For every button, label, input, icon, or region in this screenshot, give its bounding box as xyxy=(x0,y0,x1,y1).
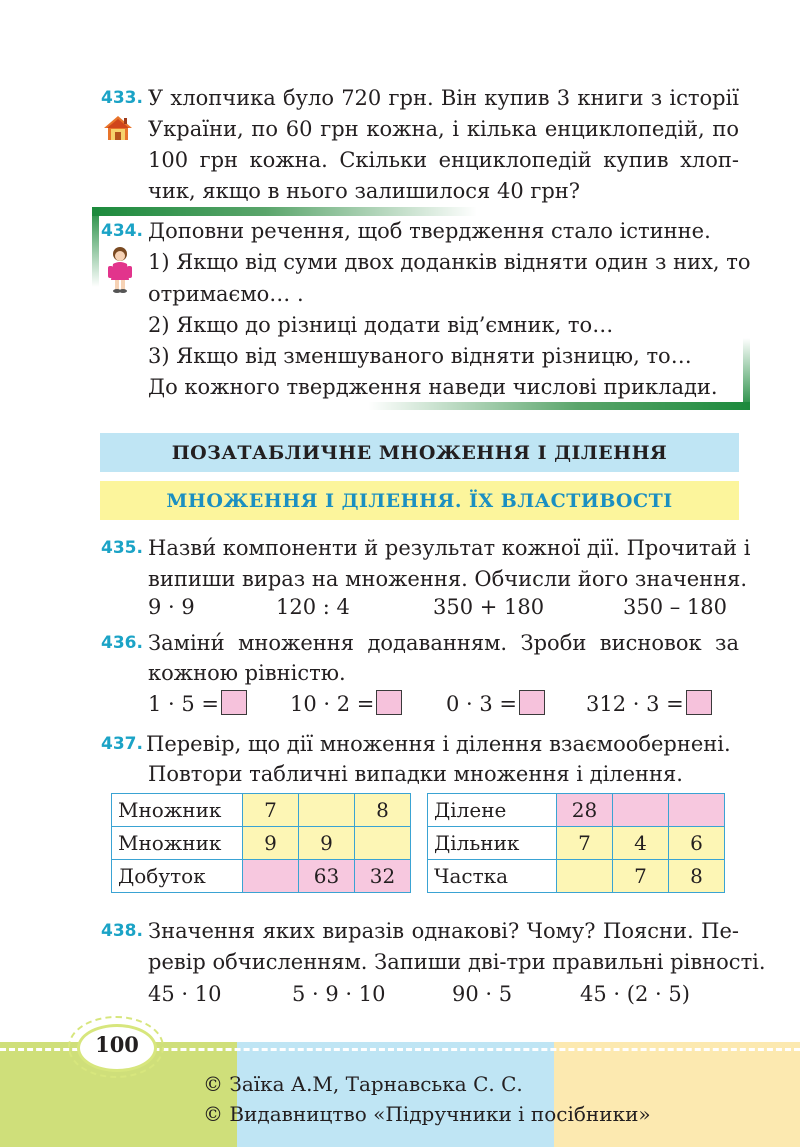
table-cell: 8 xyxy=(669,860,725,893)
table-cell: 7 xyxy=(557,827,613,860)
equation-text: 312 · 3 = xyxy=(586,692,684,716)
accent-bar xyxy=(92,207,99,287)
text-line: України, по 60 грн кожна, і кілька енциклопедій, по xyxy=(148,117,739,141)
table-row xyxy=(428,827,725,860)
expression: 90 · 5 xyxy=(452,982,513,1006)
answer-box[interactable] xyxy=(519,690,545,715)
text-line: Перевір, що дії множення і ділення взаємообернені. xyxy=(146,732,731,756)
text-line: Доповни речення, щоб твердження стало істинне. xyxy=(148,219,711,243)
text-line: випиши вираз на множення. Обчисли його значення. xyxy=(148,567,748,591)
equation xyxy=(446,690,545,718)
table-row xyxy=(112,827,411,860)
section-subtitle: МНОЖЕННЯ І ДІЛЕННЯ. ЇХ ВЛАСТИВОСТІ xyxy=(100,481,739,520)
table-cell: 9 xyxy=(243,827,299,860)
answer-box[interactable] xyxy=(686,690,712,715)
table-row xyxy=(112,794,411,827)
table-cell: 28 xyxy=(557,794,613,827)
row-label: Множник xyxy=(112,794,243,827)
table-cell: 32 xyxy=(355,860,411,893)
equation-text: 0 · 3 = xyxy=(446,692,518,716)
table-cell xyxy=(613,794,669,827)
text-line: чик, якщо в нього залишилося 40 грн? xyxy=(148,179,581,203)
exercise-number: 437. xyxy=(101,734,143,754)
expression: 5 · 9 · 10 xyxy=(292,982,386,1006)
text-line: ревір обчисленням. Запиши дві-три правильні рівності. xyxy=(148,950,766,974)
equation xyxy=(148,690,247,718)
exercise-number: 434. xyxy=(101,221,143,241)
table-cell: 63 xyxy=(299,860,355,893)
equation-text: 10 · 2 = xyxy=(290,692,375,716)
expression: 9 · 9 xyxy=(148,595,195,619)
text-line: 2) Якщо до різниці додати від’ємник, то… xyxy=(148,313,614,337)
accent-bar xyxy=(92,207,477,216)
accent-bar xyxy=(368,402,750,410)
equation xyxy=(290,690,402,718)
table-row xyxy=(428,794,725,827)
section-title: ПОЗАТАБЛИЧНЕ МНОЖЕННЯ І ДІЛЕННЯ xyxy=(100,433,739,472)
table-row xyxy=(428,860,725,893)
table-cell xyxy=(243,860,299,893)
row-label: Дільник xyxy=(428,827,557,860)
row-label: Частка xyxy=(428,860,557,893)
text-line: 3) Якщо від зменшуваного відняти різницю, то… xyxy=(148,344,692,368)
table-cell: 7 xyxy=(613,860,669,893)
text-line: 100 грн кожна. Скільки енциклопедій купив хлоп- xyxy=(148,148,739,172)
equation-text: 1 · 5 = xyxy=(148,692,220,716)
row-label: Ділене xyxy=(428,794,557,827)
table-cell: 9 xyxy=(299,827,355,860)
text-line: Повтори табличні випадки множення і ділення. xyxy=(148,762,683,786)
expression: 350 – 180 xyxy=(623,595,728,619)
text-line: У хлопчика було 720 грн. Він купив 3 книги з історії xyxy=(148,86,739,110)
accent-bar xyxy=(743,338,750,410)
girl-icon xyxy=(106,246,134,294)
expression: 120 : 4 xyxy=(276,595,350,619)
table-cell: 6 xyxy=(669,827,725,860)
row-label: Множник xyxy=(112,827,243,860)
text-line: отримаємо… . xyxy=(148,282,304,306)
answer-box[interactable] xyxy=(376,690,402,715)
answer-box[interactable] xyxy=(221,690,247,715)
table-cell: 7 xyxy=(243,794,299,827)
copyright-publisher: © Видавництво «Підручники і посібники» xyxy=(203,1102,651,1126)
table-row xyxy=(112,860,411,893)
exercise-number: 436. xyxy=(101,633,143,653)
footer-band xyxy=(554,1042,800,1147)
text-line: Назви́ компоненти й результат кожної дії. Прочитай і xyxy=(148,536,751,560)
multiplication-table xyxy=(111,793,411,893)
exercise-number: 435. xyxy=(101,538,143,558)
house-icon xyxy=(103,115,133,141)
exercise-number: 438. xyxy=(101,921,143,941)
table-cell xyxy=(669,794,725,827)
table-cell xyxy=(299,794,355,827)
table-cell xyxy=(355,827,411,860)
text-line: Заміни́ множення додаванням. Зроби висновок за xyxy=(148,631,739,655)
equation xyxy=(586,690,712,718)
copyright-authors: © Заїка А.М, Тарнавська С. С. xyxy=(203,1072,523,1096)
page-number: 100 xyxy=(95,1032,139,1057)
expression: 350 + 180 xyxy=(433,595,545,619)
text-line: До кожного твердження наведи числові приклади. xyxy=(148,375,718,399)
exercise-number: 433. xyxy=(101,88,143,108)
row-label: Добуток xyxy=(112,860,243,893)
table-cell: 4 xyxy=(613,827,669,860)
text-line: Значення яких виразів однакові? Чому? Поясни. Пе- xyxy=(148,919,739,943)
table-cell xyxy=(557,860,613,893)
expression: 45 · 10 xyxy=(148,982,222,1006)
text-line: кожною рівністю. xyxy=(148,661,346,685)
text-line: 1) Якщо від суми двох доданків відняти один з них, то xyxy=(148,250,751,274)
division-table xyxy=(427,793,725,893)
expression: 45 · (2 · 5) xyxy=(580,982,690,1006)
table-cell: 8 xyxy=(355,794,411,827)
